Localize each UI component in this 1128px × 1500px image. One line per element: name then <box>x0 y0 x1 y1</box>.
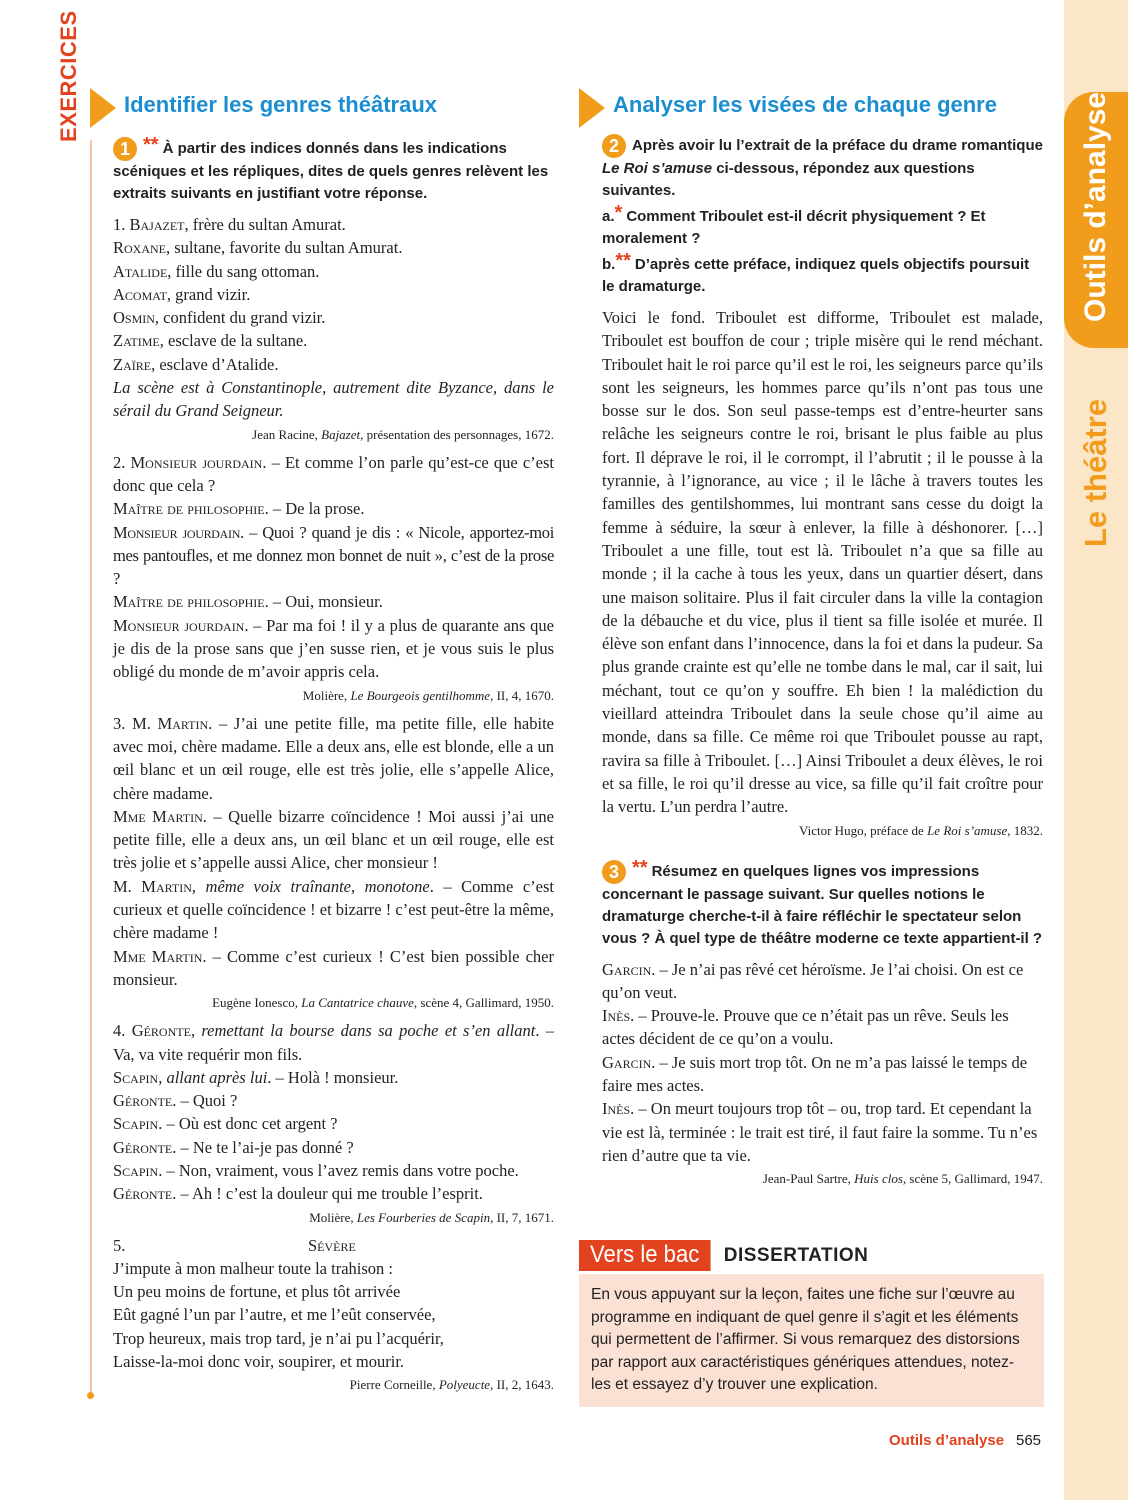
extract-number: 1. <box>113 215 126 234</box>
verse-line: Un peu moins de fortune, et plus tôt arrivée <box>113 1282 401 1302</box>
difficulty-stars: ** <box>615 250 631 272</box>
extract-2 <box>113 451 554 684</box>
tab-theatre-label[interactable]: Le théâtre <box>1078 398 1113 548</box>
speaker-name: Maître de philosophie <box>113 499 265 519</box>
arrow-icon <box>90 88 116 128</box>
sartre-extract <box>602 958 1043 1168</box>
dialogue-line: . – Par ma foi ! il y a plus de quarante ans que je dis de la prose sans que j’en susse rien, et je vous suis le plus obligé du monde de m’avoir appris cela. <box>113 615 554 682</box>
stage-direction: , même voix traînante, monotone <box>191 876 430 896</box>
dialogue-line: . – On meurt toujours trop tôt – ou, trop tard. Et cependant la vie est là, terminée : le trait est tiré, il faut faire la somme. Tu n’es rien d’autre que ta vie. <box>602 1099 1038 1165</box>
margin-divider <box>90 140 92 1396</box>
right-column <box>602 88 1043 1195</box>
tab-outils-label: Outils d’analyse <box>1079 91 1112 322</box>
character-desc: , grand vizir. <box>166 284 251 304</box>
speaker-name: Sévère <box>308 1235 356 1255</box>
speaker-name: M. Martin <box>132 713 209 733</box>
extract-5 <box>113 1234 554 1374</box>
speaker-name: Scapin <box>113 1067 159 1087</box>
source-citation: Molière, Le Bourgeois gentilhomme, II, 4, 1670. <box>302 687 554 703</box>
character-desc: , fille du sang ottoman. <box>167 261 320 281</box>
sidebar <box>1064 0 1128 1500</box>
source-citation: Jean-Paul Sartre, Huis clos, scène 5, Gallimard, 1947. <box>762 1171 1043 1187</box>
dialogue-line: . – Comme c’est curieux ! C’est bien possible cher monsieur. <box>113 946 554 989</box>
difficulty-stars: ** <box>632 856 648 879</box>
exercise-2-question: 2 Après avoir lu l’extrait de la préface du drame romantique Le Roi s’amuse ci-dessous, répondez aux questions suivantes. <box>602 136 1043 199</box>
stage-direction: , allant après lui <box>158 1067 268 1087</box>
dialogue-line: . – Je suis mort trop tôt. On ne m’a pas laissé le temps de faire mes actes. <box>602 1052 1028 1096</box>
dialogue-line: . – Quoi ? <box>172 1091 238 1111</box>
source-citation: Pierre Corneille, Polyeucte, II, 2, 1643. <box>349 1377 554 1393</box>
verse-line: Laisse-la-moi donc voir, soupirer, et mourir. <box>113 1352 405 1372</box>
margin-exercices-label: EXERCICES <box>56 10 81 142</box>
dialogue-line: . – Ah ! c’est la douleur qui me trouble l’esprit. <box>172 1184 483 1204</box>
speaker-name: Inès <box>602 1099 631 1119</box>
character-desc: , esclave de la sultane. <box>159 331 308 351</box>
source-citation: Victor Hugo, préface de Le Roi s’amuse, 1832. <box>799 822 1043 838</box>
vers-le-bac-box <box>579 1240 1044 1407</box>
speaker-name: Mme Martin <box>113 946 203 966</box>
dissertation-text: En vous appuyant sur la leçon, faites une fiche sur l’œuvre au programme en indiquant de quel genre il s’agit et les éléments qui permettent de l’affirmer. Si vous remarquez des distorsions par rapport aux caractéristiques génériques attendues, notez-les et essayez d’y trouver une explication. <box>579 1274 1044 1407</box>
speaker-name: M. Martin <box>113 876 192 896</box>
character-name: Osmin <box>113 308 155 328</box>
speaker-name: Maître de philosophie <box>113 592 265 612</box>
margin-divider-dot <box>87 1392 94 1399</box>
exercise-number-badge: 1 <box>113 137 137 161</box>
section-title: Analyser les visées de chaque genre <box>613 92 997 117</box>
extract-number: 3. <box>113 713 126 733</box>
character-name: Acomat <box>113 284 167 304</box>
exercise-1-question <box>113 134 554 205</box>
stage-direction: La scène est à Constantinople, autrement dite Byzance, dans le sérail du Grand Seigneur. <box>113 378 554 421</box>
speaker-name: Scapin <box>113 1114 159 1134</box>
exercise-2a-question: a.* Comment Triboulet est-il décrit physiquement ? Et moralement ? <box>602 202 986 247</box>
source-citation: Eugène Ionesco, La Cantatrice chauve, scène 4, Gallimard, 1950. <box>212 995 554 1011</box>
dialogue-line: . – Je n’ai pas rêvé cet héroïsme. Je l’ai choisi. On est ce qu’on veut. <box>602 959 1024 1002</box>
speaker-name: Scapin <box>113 1160 159 1180</box>
dialogue-line: . – J’ai une petite fille, ma petite fille, elle habite avec moi, chère madame. Elle a deux ans, elle est blonde, elle a un œil blanc et un œil rouge, elle est très jolie, elle s’appelle Alice, chère madame. <box>113 713 554 803</box>
extract-4 <box>113 1019 554 1205</box>
character-desc: , esclave d’Atalide. <box>151 354 279 374</box>
extract-number: 5. <box>113 1235 126 1255</box>
dialogue-line: . – Et comme l’on parle qu’est-ce que c’est donc que cela ? <box>113 452 554 495</box>
hugo-extract: Voici le fond. Triboulet est difforme, Triboulet est malade, Triboulet est bouffon de cour ; triple misère qui le rend méchant. Triboulet hait le roi parce qu’il est le roi, les seigneurs parce qu’ils sont les seigneurs, les hommes parce qu’ils n’ont pas tous une bosse sur le dos. Son seul passe-temps est d’entre-heurter sans relâche les seigneurs contre le roi, brisant le plus faible au plus fort. Il déprave le roi, il le corrompt, il l’abrutit ; il le pousse à la tyrannie, à l’ignorance, au vice ; il le lâche à travers toutes les familles des gentilshommes, lui montrant sans cesse du doigt la femme à séduire, la sœur à enlever, la fille à déshonorer. […] Triboulet a une fille, tout est là. Triboulet n’a que sa fille au monde ; il la cache à tous les yeux, dans un quartier désert, dans une maison solitaire. Plus il fait circuler dans la ville la contagion de la débauche et du vice, plus il tient sa fille isolée et murée. Il élève son enfant dans l’innocence, dans la foi et dans la pudeur. Sa plus grande crainte est qu’elle ne tombe dans le mal, car il sait, lui méchant, tout ce qu’on y souffre. Eh bien ! la malédiction du vieillard atteindra Triboulet dans la seule chose qu’il aime au monde, dans sa fille. Ce même roi que Triboulet pousse au rapt, ravira sa fille à Triboulet. […] Ainsi Triboulet a deux élèves, le roi et sa fille, le roi qu’il dresse au vice, sa fille qu’il fait croître pour la vertu. L’un perdra l’autre. <box>602 308 1043 817</box>
verse-line: Eût gagné l’un par l’autre, et me l’eût conservée, <box>113 1305 436 1325</box>
dialogue-line: . – De la prose. <box>264 499 365 519</box>
dialogue-line: . – Comme c’est curieux et quelle coïncidence ! et bizarre ! c’est peut-être la même, chère madame ! <box>113 876 554 943</box>
extract-3 <box>113 712 554 992</box>
difficulty-stars: ** <box>143 134 159 156</box>
character-desc: , sultane, favorite du sultan Amurat. <box>166 238 403 258</box>
dialogue-line: . – Où est donc cet argent ? <box>158 1114 338 1134</box>
exercise-2b-question: b.** D’après cette préface, indiquez quels objectifs poursuit le dramaturge. <box>602 250 1030 295</box>
character-name: Bajazet <box>129 215 185 234</box>
character-name: Atalide <box>113 261 168 281</box>
exercise-number-badge: 3 <box>602 860 626 884</box>
speaker-name: Garcin <box>602 959 652 979</box>
dialogue-line: . – Prouve-le. Prouve que ce n’était pas un rêve. Seuls les actes décident de ce qu’on a voulu. <box>602 1006 1009 1049</box>
stage-direction: , remettant la bourse dans sa poche et s’en allant <box>190 1021 536 1041</box>
difficulty-stars: * <box>614 202 623 224</box>
section-heading-right <box>602 88 1043 122</box>
character-desc: , frère du sultan Amurat. <box>184 215 346 234</box>
page-number: 565 <box>1016 1432 1042 1449</box>
section-heading-left <box>113 88 554 122</box>
exercise-number-badge: 2 <box>602 134 626 158</box>
dialogue-line: . – Quoi ? quand je dis : « Nicole, apportez-moi mes pantoufles, et me donnez mon bonnet de nuit », c’est de la prose ? <box>113 522 554 589</box>
speaker-name: Mme Martin <box>113 806 203 826</box>
dialogue-line: . – Ne te l’ai-je pas donné ? <box>172 1137 354 1157</box>
vers-le-bac-tag: Vers le bac <box>579 1240 710 1271</box>
source-citation: Molière, Les Fourberies de Scapin, II, 7, 1671. <box>309 1209 554 1225</box>
left-column <box>113 88 554 1401</box>
dialogue-line: . – Va, va vite requérir mon fils. <box>113 1021 555 1064</box>
speaker-name: Géronte <box>113 1184 173 1204</box>
footer-section-label: Outils d’analyse <box>889 1432 1005 1449</box>
speaker-name: Monsieur jourdain <box>113 522 241 542</box>
speaker-name: Inès <box>602 1006 631 1026</box>
extract-1 <box>113 213 554 423</box>
arrow-icon <box>579 88 605 128</box>
character-name: Zaïre <box>113 354 152 374</box>
dialogue-line: . – Non, vraiment, vous l’avez remis dans votre poche. <box>158 1160 519 1180</box>
character-name: Zatime <box>113 331 160 351</box>
character-name: Roxane <box>113 238 166 258</box>
verse-line: J’impute à mon malheur toute la trahison : <box>113 1258 393 1278</box>
exercise-3-question: 3 ** Résumez en quelques lignes vos impressions concernant le passage suivant. Sur quelles notions le dramaturge cherche-t-il à faire réfléchir le spectateur selon vous ? À quel type de théâtre moderne ce texte appartient-il ? <box>602 856 1043 947</box>
speaker-name: Garcin <box>602 1052 652 1072</box>
dialogue-line: . – Oui, monsieur. <box>264 592 383 612</box>
dialogue-line: . – Quelle bizarre coïncidence ! Moi aussi j’ai une petite fille, elle a deux ans, un œil blanc et un œil rouge, elle est très jolie et s’appelle aussi Alice, cher monsieur ! <box>113 806 554 873</box>
extract-number: 4. <box>113 1021 126 1041</box>
source-citation: Jean Racine, Bajazet, présentation des personnages, 1672. <box>252 426 554 442</box>
question-text: À partir des indices donnés dans les indications scéniques et les répliques, dites de quels genres relèvent les extraits suivants en justifiant votre réponse. <box>113 140 549 202</box>
character-desc: , confident du grand vizir. <box>154 308 326 328</box>
extract-number: 2. <box>113 452 126 472</box>
speaker-name: Géronte <box>131 1021 191 1041</box>
dissertation-label: DISSERTATION <box>723 1244 869 1266</box>
speaker-name: Géronte <box>113 1091 173 1111</box>
section-title: Identifier les genres théâtraux <box>124 92 437 117</box>
verse-line: Trop heureux, mais trop tard, je n’ai pu l’acquérir, <box>113 1328 444 1348</box>
speaker-name: Monsieur jourdain <box>130 452 263 472</box>
speaker-name: Monsieur jourdain <box>113 615 245 635</box>
dialogue-line: . – Holà ! monsieur. <box>267 1067 399 1087</box>
speaker-name: Géronte <box>113 1137 173 1157</box>
